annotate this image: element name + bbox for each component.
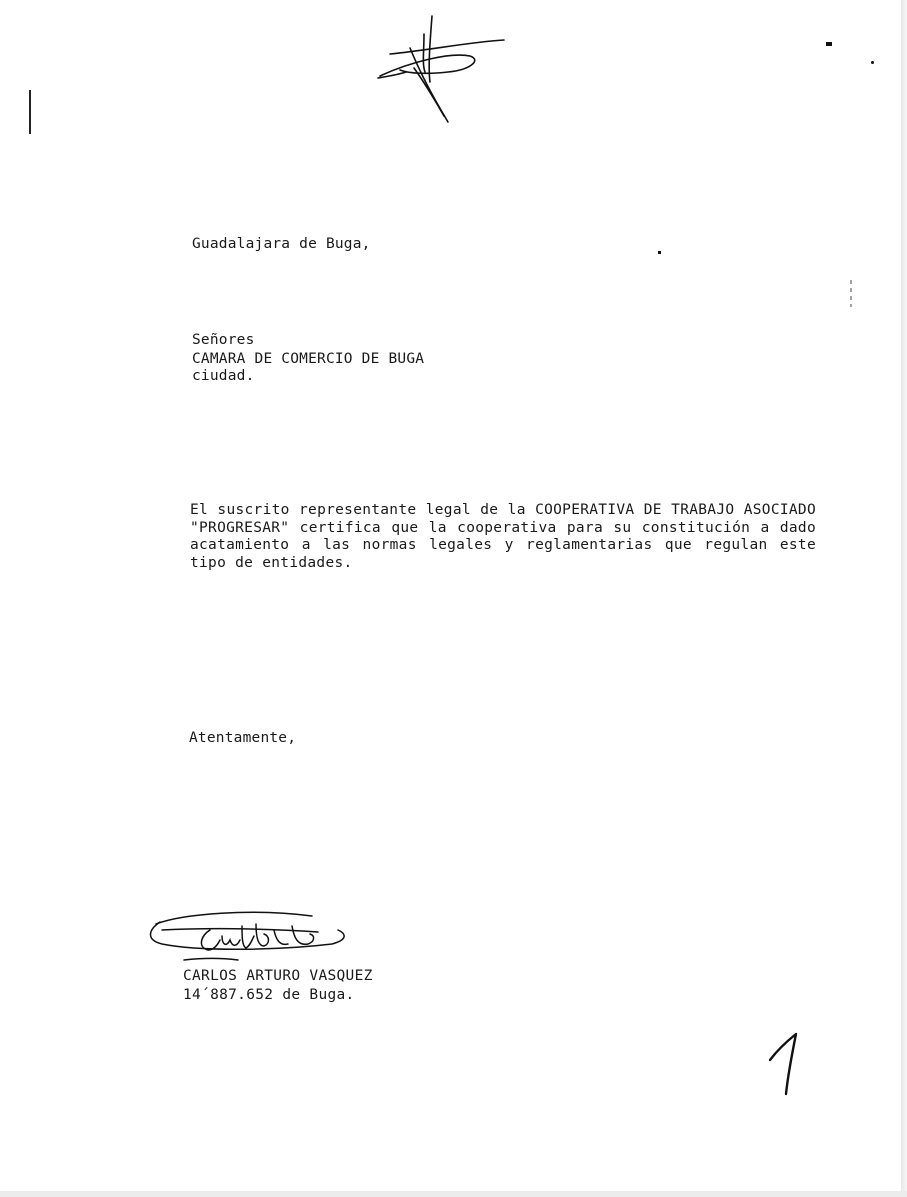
scan-artifact-dot bbox=[658, 251, 661, 254]
closing-line: Atentamente, bbox=[189, 730, 297, 746]
scan-artifact-dot bbox=[826, 42, 832, 46]
date-line: Guadalajara de Buga, bbox=[192, 236, 371, 252]
page-edge-shadow-bottom bbox=[0, 1191, 907, 1197]
scan-artifact-dot bbox=[871, 61, 874, 64]
recipient-city: ciudad. bbox=[192, 368, 255, 384]
letter-body: El suscrito representante legal de la COOPERATIVA DE TRABAJO ASOCIADO "PROGRESAR" certifica que la cooperativa para su constitución a dado acatamiento a las normas legales y reglamentarias que regulan este tipo de entidades. bbox=[190, 502, 816, 571]
scan-artifact-line bbox=[29, 90, 31, 134]
scan-artifact-dashes bbox=[848, 280, 854, 308]
signer-id: 14´887.652 de Buga. bbox=[183, 987, 355, 1003]
handwritten-flourish bbox=[370, 12, 510, 130]
recipient-organization: CAMARA DE COMERCIO DE BUGA bbox=[192, 351, 425, 367]
signer-name: CARLOS ARTURO VASQUEZ bbox=[183, 968, 373, 984]
handwritten-signature bbox=[142, 900, 352, 972]
page-edge-shadow bbox=[901, 0, 907, 1197]
handwritten-page-number bbox=[762, 1030, 806, 1100]
recipient-greeting: Señores bbox=[192, 332, 255, 348]
